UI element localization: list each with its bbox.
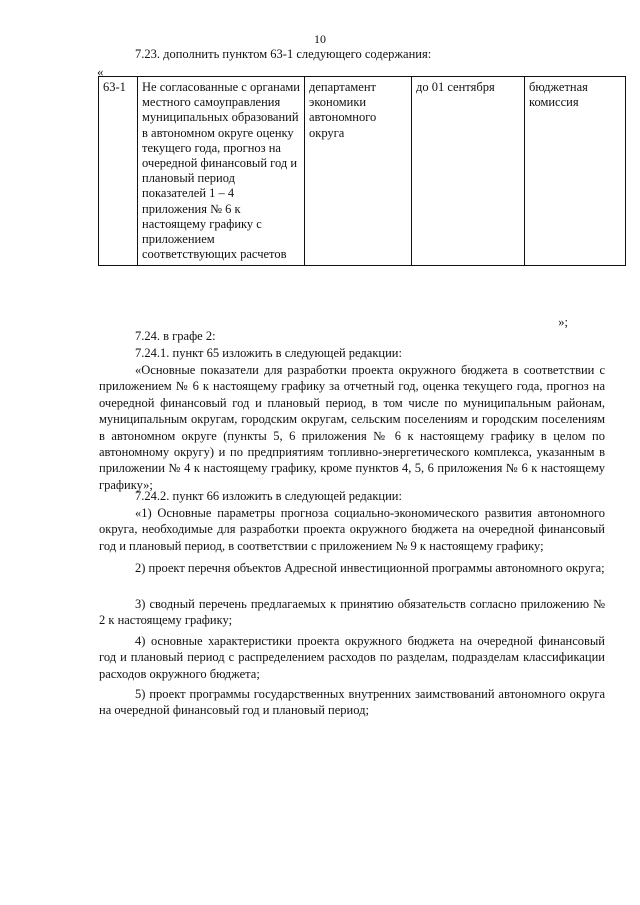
insert-table — [98, 76, 626, 266]
heading-7-24-2: 7.24.2. пункт 66 изложить в следующей редакции: — [135, 489, 402, 503]
heading-7-23: 7.23. дополнить пунктом 63-1 следующего содержания: — [135, 47, 432, 61]
item-66-5: 5) проект программы государственных внутренних заимствований автономного округа на очередной финансовый год и плановый период; — [99, 687, 605, 718]
page-number: 10 — [314, 32, 326, 46]
heading-7-24-1: 7.24.1. пункт 65 изложить в следующей редакции: — [135, 346, 402, 360]
row-description: Не согласованные с органами местного самоуправления муниципальных образований в автономном округе оценку текущего года, прогноз на очередной финансовый год и плановый период показателей 1 – 4 приложения № 6 к настоящему графику с приложением соответствующих расчетов — [138, 77, 305, 266]
row-recipient: бюджетная комиссия — [525, 77, 626, 266]
item-66-1: «1) Основные параметры прогноза социально-экономического развития автономного округа, необходимые для разработки проекта окружного бюджета на очередной финансовый год и плановый период, в соответствии с приложением № 9 к настоящему графику; — [99, 506, 605, 553]
item-66-4: 4) основные характеристики проекта окружного бюджета на очередной финансовый год и плановый период с распределением расходов по разделам, подразделам классификации расходов окружного бюджета; — [99, 634, 605, 681]
item-66-2: 2) проект перечня объектов Адресной инвестиционной программы автономного округа; — [135, 561, 605, 575]
row-number: 63-1 — [99, 77, 138, 266]
heading-7-24: 7.24. в графе 2: — [135, 329, 216, 343]
quote-close: »; — [558, 315, 568, 329]
quote-open: « — [97, 64, 104, 79]
row-responsible: департамент экономики автономного округа — [305, 77, 412, 266]
paragraph-65: «Основные показатели для разработки проекта окружного бюджета в соответствии с приложением № 6 к настоящему графику за отчетный год, оценка текущего года, прогноз на очередной финансовый год и плановый период, в том числе по муниципальным районам, муниципальным округам, городским округам, сельским поселениям и городским поселениям в автономном округе (пункты 5, 6 приложения № 6 к настоящему графику в целом по автономному округу) и по предприятиям топливно-энергетического комплекса, указанным в приложении № 4 к настоящему графику, кроме пунктов 4, 5, 6 приложения № 6 к настоящему графику»; — [99, 363, 605, 492]
row-deadline: до 01 сентября — [412, 77, 525, 266]
table-row — [99, 77, 626, 266]
item-66-3: 3) сводный перечень предлагаемых к принятию обязательств согласно приложению № 2 к настоящему графику; — [99, 597, 605, 628]
